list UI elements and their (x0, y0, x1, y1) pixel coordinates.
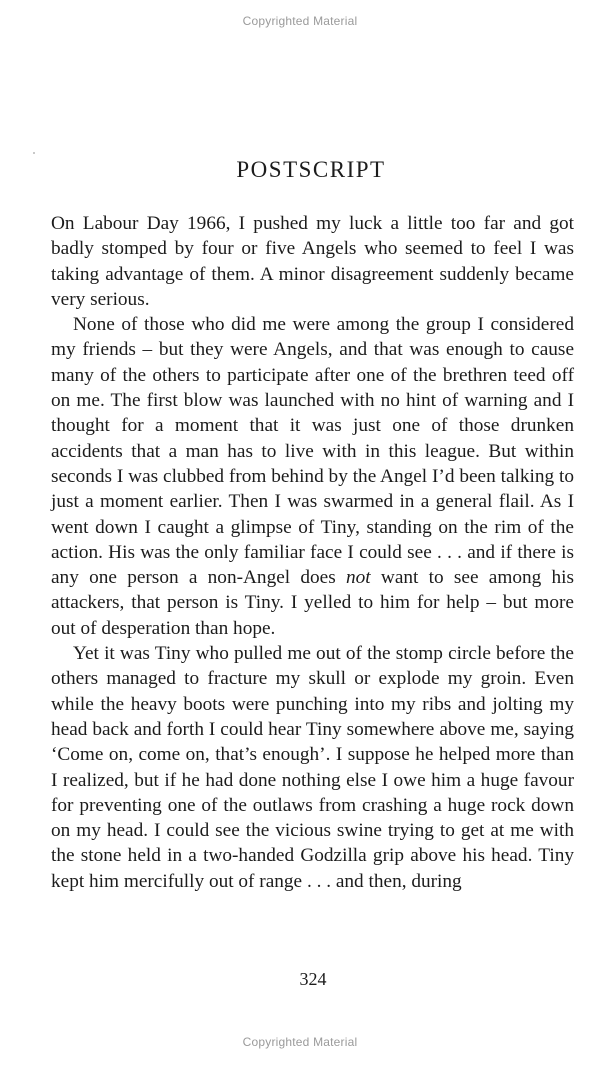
paragraph-2 (51, 312, 574, 641)
page-number: 324 (299, 969, 327, 989)
scan-speck (33, 152, 35, 154)
paragraph-3: Yet it was Tiny who pulled me out of the stomp circle before the others managed to fracture my skull or explode my groin. Even while the heavy boots were punching into my ribs and jolting my head back and forth I could hear Tiny somewhere above me, saying ‘Come on, come on, that’s enough’. I suppose he helped more than I realized, but if he had done nothing else I owe him a huge favour for preventing one of the outlaws from crashing a huge rock down on my head. I could see the vicious swine trying to get at me with the stone held in a two-handed Godzilla grip above his head. Tiny kept him mercifully out of range . . . and then, during (51, 643, 574, 892)
chapter-heading: POSTSCRIPT (236, 157, 386, 182)
paragraph-2-text-after: want to see among his attackers, that person is Tiny. I yelled to him for help – but more out of desperation than hope. (51, 567, 574, 639)
paragraph-2-emphasis: not (346, 567, 371, 589)
paragraph-1: On Labour Day 1966, I pushed my luck a little too far and got badly stomped by four or five Angels who seemed to feel I was taking advantage of them. A minor disagreement suddenly became very serious. (51, 213, 574, 310)
copyright-watermark-top: Copyrighted Material (242, 14, 358, 28)
paragraph-2-text-before: None of those who did me were among the group I considered my friends – but they were Angels, and that was enough to cause many of the others to participate after one of the brethren teed off on me. The first blow was launched with no hint of warning and I thought for a moment that it was just one of those drunken accidents that a man has to live with in this league. But within seconds I was clubbed from behind by the Angel I’d been talking to just a moment earlier. Then I was swarmed in a general flail. As I went down I caught a glimpse of Tiny, standing on the rim of the action. His was the only familiar face I could see . . . and if there is any one person a non-Angel does (51, 314, 574, 589)
body-text (51, 211, 574, 894)
copyright-watermark-bottom: Copyrighted Material (242, 1035, 358, 1049)
